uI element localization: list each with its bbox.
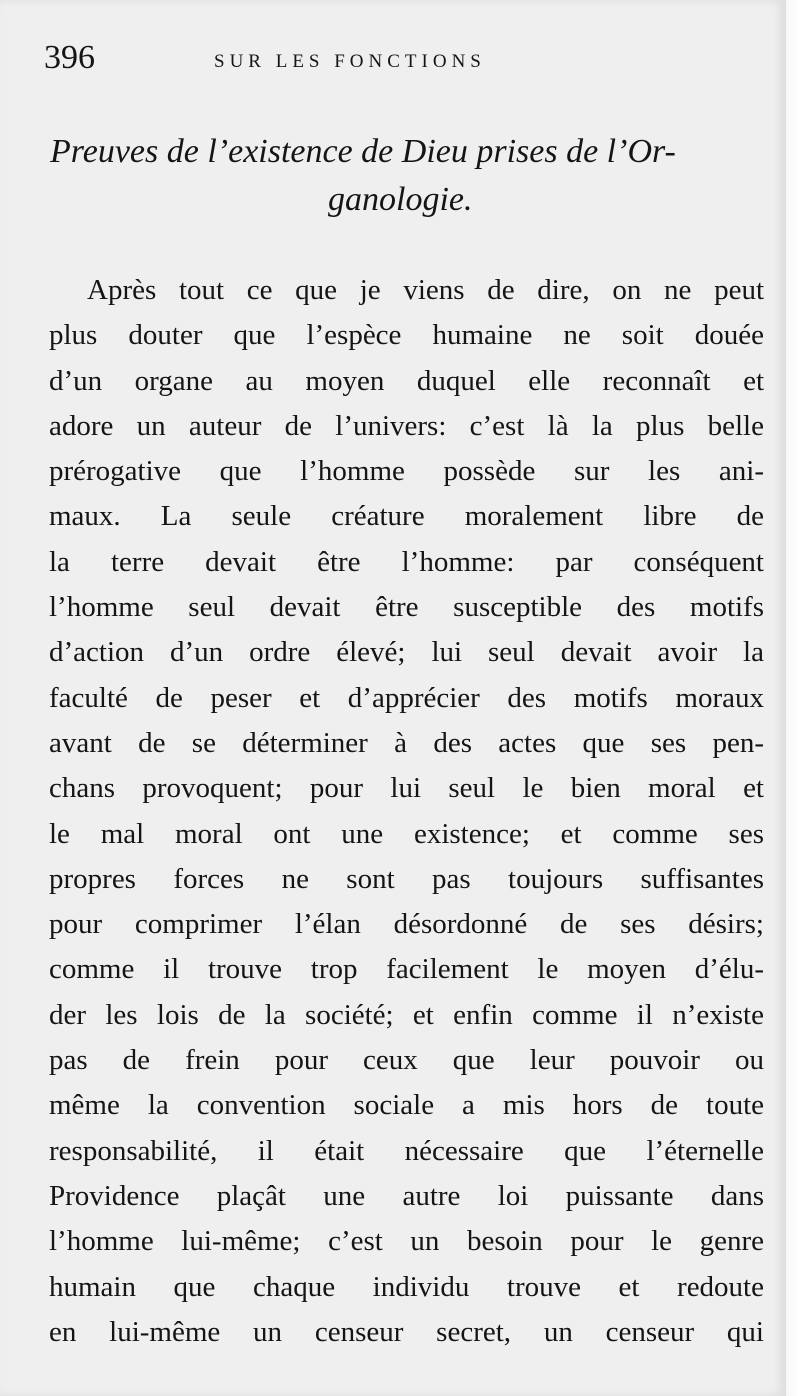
text-line: même la convention sociale a mis hors de toute <box>49 1089 764 1122</box>
text-line: plus douter que l’espèce humaine ne soit douée <box>49 319 764 352</box>
title-line: Preuves de l’existence de Dieu prises de l’Or- <box>50 133 676 170</box>
text-line: prérogative que l’homme possède sur les ani- <box>49 455 764 488</box>
text-line: le mal moral ont une existence; et comme ses <box>49 817 764 850</box>
title-line: ganologie. <box>328 181 473 218</box>
text-line: responsabilité, il était nécessaire que l’éternelle <box>49 1134 764 1167</box>
body-text <box>49 268 764 1355</box>
text-line: maux. La seule créature moralement libre de <box>49 500 764 533</box>
text-line: l’homme lui-même; c’est un besoin pour le genre <box>49 1225 764 1258</box>
text-line: Après tout ce que je viens de dire, on ne peut <box>87 274 764 306</box>
text-line: comme il trouve trop facilement le moyen d’élu- <box>49 953 764 986</box>
text-line: adore un auteur de l’univers: c’est là la plus belle <box>49 409 764 442</box>
section-title <box>50 128 740 224</box>
text-line: pour comprimer l’élan désordonné de ses désirs; <box>49 908 764 941</box>
running-head: SUR LES FONCTIONS <box>214 51 486 72</box>
text-line: chans provoquent; pour lui seul le bien moral et <box>49 772 764 805</box>
text-line: der les lois de la société; et enfin comme il n’existe <box>49 998 764 1031</box>
text-line: propres forces ne sont pas toujours suffisantes <box>49 862 764 895</box>
text-line: avant de se déterminer à des actes que ses pen- <box>49 726 764 759</box>
text-line: Providence plaçât une autre loi puissante dans <box>49 1179 764 1212</box>
text-line: en lui-même un censeur secret, un censeur qui <box>49 1315 764 1348</box>
page-number: 396 <box>44 39 95 76</box>
page-header <box>44 38 564 88</box>
text-line: d’action d’un ordre élevé; lui seul devait avoir la <box>49 636 764 669</box>
text-line: l’homme seul devait être susceptible des motifs <box>49 591 764 624</box>
text-line: la terre devait être l’homme: par conséquent <box>49 545 764 578</box>
text-line: pas de frein pour ceux que leur pouvoir ou <box>49 1044 764 1077</box>
page-edge <box>786 0 800 1396</box>
text-line: d’un organe au moyen duquel elle reconnaît et <box>49 364 764 397</box>
text-line: humain que chaque individu trouve et redoute <box>49 1270 764 1303</box>
text-line: faculté de peser et d’apprécier des motifs moraux <box>49 681 764 714</box>
